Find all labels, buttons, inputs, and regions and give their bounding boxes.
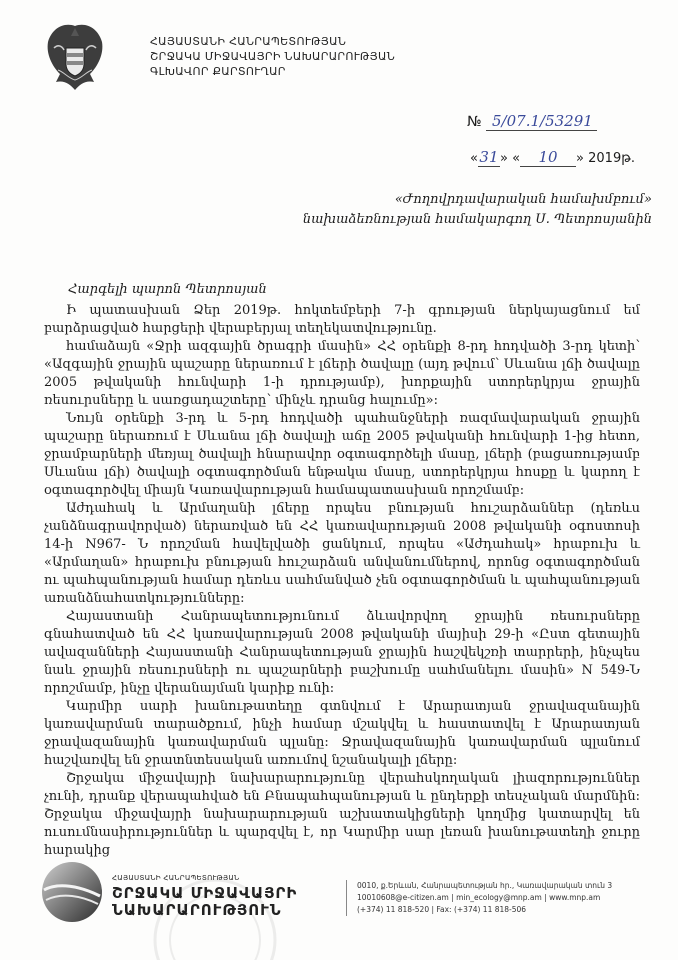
paragraph: Աժդահակ և Արմաղանի լճերը որպես բնության հուշարձաններ (դեռևս չանձնագրավորված) ներառված են ՀՀ կառավարության 2008 թվականի օգոստոսի 14-ի N967- Ն որոշման հավելվածի ցանկում, որպես «Աժդահակ» հրաբուխ և «Արմաղան» հրաբուխ բնության հուշարձան անվանումներով, որոնց օգտագործման ու պահպանության համար դեռևս սահմանված չեն օգտագործման և պահպանության առանձնահատկությունները: — [44, 501, 640, 606]
addressee-line-1: «Ժողովրդավարական համախմբում» — [394, 192, 652, 207]
paragraph: Նույն օրենքի 3-րդ և 5-րդ հոդվածի պահանջների ռազմավարական ջրային պաշարը ներառում է Սևանա լճի ծավալի աճը 2005 թվականի հունվարի 1-ից հետո, ջրամբարների մեռյալ ծավալի հնարավոր օգտագործելի մասը, լճերի (բացառությամբ Սևանա լճի) ծավալի օգտագործման ենթակա մասը, ստորերկրյա հոսքը և կարող է օգտագործվել միայն Կառավարության համապատասխան որոշմամբ: — [44, 411, 640, 498]
reference-value: 5/07.1/53291 — [486, 112, 597, 131]
date-quote: » — [499, 151, 508, 166]
addressee-block — [303, 190, 652, 230]
organization-header — [150, 34, 395, 79]
footer-email: 10010608@e-citizen.am | min_ecology@mnp.am | www.mnp.am — [357, 893, 601, 902]
paragraph: Հայաստանի Հանրապետությունում ձևավորվող ջրային ռեսուրսները գնահատված են ՀՀ կառավարության 2008 թվականի մայիսի 29-ի «Ըստ գետային ավազանների Հայաստանի Հանրապետության ջրային հաշվեկշռի տարրերի, ինչպես նաև ջրային ռեսուրսների ու պաշարների բաշխումը սահմանելու մասին» N 549-Ն որոշմամբ, ինչը վերանայման կարիք ունի: — [44, 609, 640, 696]
paragraph: Կարմիր սարի խանութատեղը գտնվում է Արարատյան ջրավազանային կառավարման տարածքում, ինչի համար մշակվել և հաստատվել է Արարատյան ջրավազանային կառավարման պլանը: Ջրավազանային կառավարման պլանում հաշվառվել են ջրատնտեսական առումով նշանակալի լճերը: — [44, 699, 640, 768]
footer-org-line-2: ՆԱԽԱՐԱՐՈՒԹՅՈՒՆ — [112, 901, 282, 919]
org-line-2: ՇՐՋԱԿԱ ՄԻՋԱՎԱՅՐԻ ՆԱԽԱՐԱՐՈՒԹՅԱՆ — [150, 50, 396, 63]
footer-phone: (+374) 11 818-520 | Fax: (+374) 11 818-506 — [357, 905, 527, 914]
coat-of-arms-icon — [44, 20, 106, 94]
footer-org-small: ՀԱՅԱՍՏԱՆԻ ՀԱՆՐԱՊԵՏՈՒԹՅԱՆ — [112, 874, 240, 882]
letter-body — [44, 302, 640, 860]
paragraph: Ի պատասխան Ձեր 2019թ. հոկտեմբերի 7-ի գրության ներկայացնում եմ բարձրացված հարցերի վերաբերյալ տեղեկատվությունը. — [44, 303, 640, 336]
date-month: 10 — [520, 148, 576, 167]
date-year: » 2019թ. — [576, 151, 635, 166]
addressee-line-2: նախաձեռնության համակարգող Ս. Պետրոսյանին — [302, 212, 652, 227]
date-day: 31 — [479, 148, 499, 166]
footer-organization — [112, 874, 297, 919]
reference-number — [467, 112, 597, 130]
paragraph: համաձայն «Ջրի ազգային ծրագրի մասին» ՀՀ օրենքի 8-րդ հոդվածի 3-րդ կետի՝ «Ազգային ջրային պաշարը ներառում է լճերի ծավալը (այդ թվում՝ Սևանա լճի ծավալը 2005 թվականի հունվարի 1-ի դրությամբ), խորքային ստորերկրյա ջրային ռեսուրսները և սառցադաշտերը՝ մինչև դրանց հալումը»: — [44, 339, 640, 408]
footer-address: 0010, ք.Երևան, Հանրապետության հր., Կառավարական տուն 3 — [357, 881, 613, 890]
date-quote: « — [470, 151, 478, 166]
ministry-logo-icon — [40, 860, 104, 924]
paragraph: Շրջակա միջավայրի նախարարությունը վերահսկողական լիազորություններ չունի, դրանք վերապահված են Բնապահպանության և ընդերքի տեսչական մարմնին: Շրջակա միջավայրի նախարարության աշխատակիցների կողմից կատարվել են ուսումնասիրություններ և պարզվել է, որ Կարմիր սար լեռան խանութատեղի ջուրը հարակից — [44, 771, 640, 858]
greeting: Հարգելի պարոն Պետրոսյան — [68, 282, 267, 297]
reference-label: № — [467, 114, 482, 130]
org-line-1: ՀԱՅԱՍՏԱՆԻ ՀԱՆՐԱՊԵՏՈՒԹՅԱՆ — [150, 35, 347, 48]
date-quote: « — [512, 151, 521, 166]
org-line-3: ԳԼԽԱՎՈՐ ՔԱՐՏՈՒՂԱՐ — [150, 65, 286, 78]
footer-contacts — [346, 880, 612, 916]
letter-date — [470, 148, 635, 167]
footer-org-line-1: ՇՐՋԱԿԱ ՄԻՋԱՎԱՅՐԻ — [112, 884, 298, 902]
